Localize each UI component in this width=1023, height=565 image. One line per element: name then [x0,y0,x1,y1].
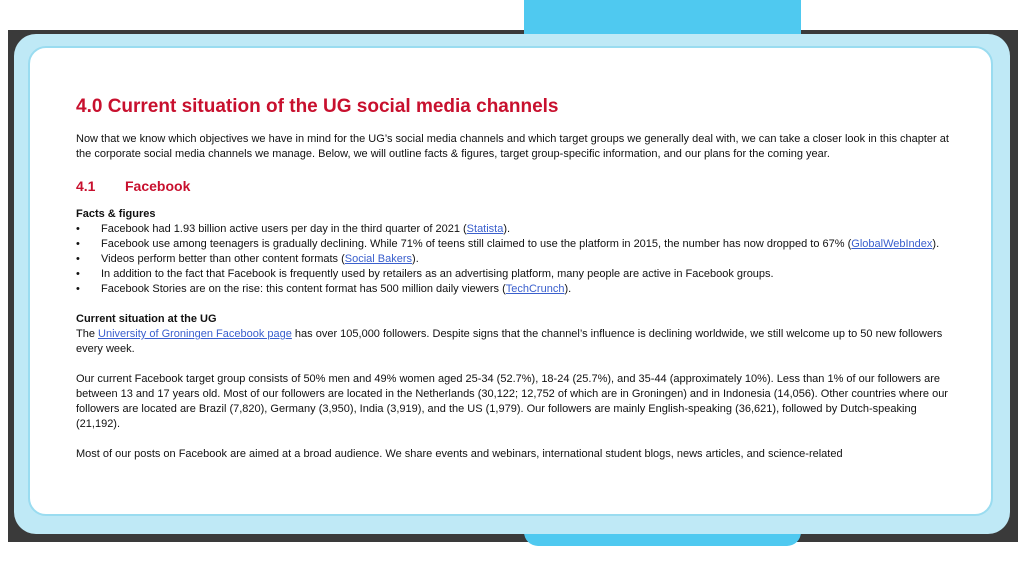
bullet-text-end: ). [564,283,572,295]
list-item [76,252,956,267]
posts-paragraph: Most of our posts on Facebook are aimed at a broad audience. We share events and webinars, international student blogs, news articles, and science-related [76,448,843,460]
section-heading [76,177,956,195]
bullet-text: Facebook Stories are on the rise: this content format has 500 million daily viewers ( [101,283,506,295]
document-content [76,96,956,462]
source-link-social-bakers[interactable]: Social Bakers [344,253,413,265]
bullet-icon: • [76,283,80,295]
bullet-text-end: ). [412,253,419,265]
bullet-text: Facebook use among teenagers is gradually declining. While 71% of teens still claimed to use the platform in 2015, the number has now dropped to 67% ( [101,238,852,250]
bullet-text: Videos perform better than other content formats ( [101,253,345,265]
facts-list [76,222,956,297]
current-situation-paragraph: The University of Groningen Facebook page has over 105,000 followers. Despite signs that the channel’s influence is declining worldwide, we still welcome up to 50 new followers every week. [76,328,943,355]
bullet-icon: • [76,253,80,265]
source-link-statista[interactable]: Statista [466,223,504,235]
ug-facebook-page-link[interactable]: University of Groningen Facebook page [98,328,292,340]
page-title: 4.0 Current situation of the UG social media channels [76,96,559,117]
bullet-text-end: ). [503,223,511,235]
bullet-text: Facebook had 1.93 billion active users per day in the third quarter of 2021 ( [101,223,467,235]
list-item [76,267,956,282]
bullet-icon: • [76,238,80,250]
content-card [28,46,993,516]
bullet-text-end: ). [932,238,940,250]
facts-block [76,207,956,297]
source-link-techcrunch[interactable]: TechCrunch [505,283,565,295]
list-item [76,237,956,252]
source-link-globalwebindex[interactable]: GlobalWebIndex [851,238,933,250]
bullet-icon: • [76,223,80,235]
section-number: 4.1 [76,178,96,194]
list-item [76,282,956,297]
list-item [76,222,956,237]
bullet-icon: • [76,268,80,280]
current-situation-block [76,312,956,357]
target-group-paragraph: Our current Facebook target group consists of 50% men and 49% women aged 25-34 (52.7%), 18-24 (25.7%), and 35-44 (approximately 10%). Less than 1% of our followers are between 13 and 17 years old. Most of our followers are located in the Netherlands (30,122; 12,752 of which are in Groningen) and in Indonesia (14,056). Other countries where our followers are located are Brazil (7,820), Germany (3,950), India (3,919), and the US (1,979). Our followers are mainly English-speaking (36,621), followed by Dutch-speaking (21,192). [76,373,948,430]
facts-heading: Facts & figures [76,208,156,220]
section-title: Facebook [125,178,191,194]
bullet-text: In addition to the fact that Facebook is frequently used by retailers as an advertising platform, many people are active in Facebook groups. [101,268,774,280]
intro-paragraph: Now that we know which objectives we have in mind for the UG’s social media channels and which target groups we generally deal with, we can take a closer look in this chapter at the corporate social media channels we manage. Below, we will outline facts & figures, target group-specific information, and our plans for the coming year. [76,133,949,160]
current-situation-heading: Current situation at the UG [76,313,217,325]
